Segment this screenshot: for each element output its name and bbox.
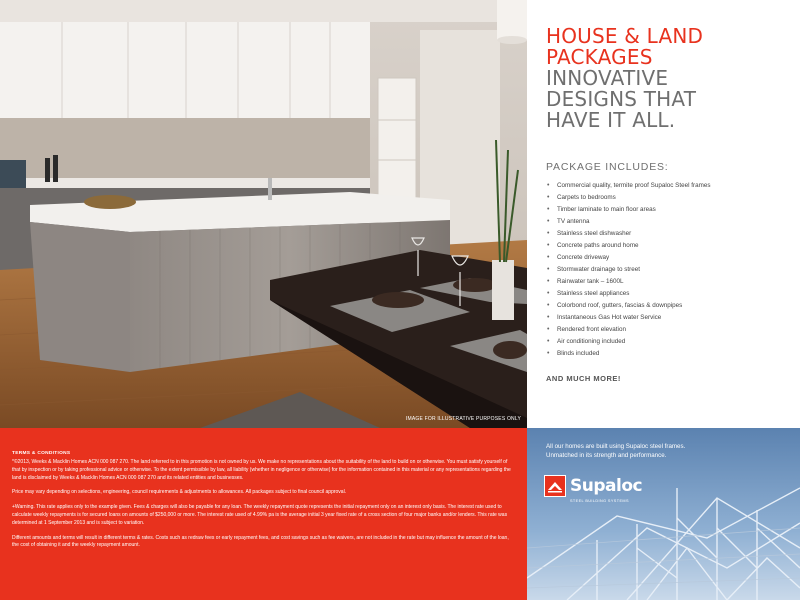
package-info-column [527, 0, 800, 428]
package-includes-list [546, 180, 784, 360]
list-item: • Instantaneous Gas Hot water Service [546, 312, 784, 324]
terms-paragraph-copyright: *©2013, Weeks & Macklin Homes ACN 000 087 270. The land referred to in this promotion is not owned by us. We make no representations about the suitability of the land to build on or otherwise. You must satisfy yourself of that by inspection or by taking professional advice or otherwise. To the extent permissible by law, all liability (whether in negligence or otherwise) for the information contained in this material or any representations regarding the land is disclaimed by Weeks & Macklin Homes ACN 000 087 270 and its related entities and businesses. [12, 459, 511, 481]
supaloc-text-line-2: Unmatched in its strength and performance. [546, 451, 667, 459]
photo-caption: IMAGE FOR ILLUSTRATIVE PURPOSES ONLY [405, 416, 521, 422]
list-item: • Colorbond roof, gutters, fascias & downpipes [546, 300, 784, 312]
list-item: • TV antenna [546, 216, 784, 228]
list-item: • Rendered front elevation [546, 324, 784, 336]
kitchen-photo [0, 0, 527, 428]
list-item: • Rainwater tank – 1600L [546, 276, 784, 288]
list-item: • Concrete driveway [546, 252, 784, 264]
supaloc-logo-name: Supaloc [570, 476, 643, 496]
headline-line-4: DESIGNS THAT [546, 87, 697, 111]
headline-line-3: INNOVATIVE [546, 66, 669, 90]
supaloc-panel [527, 428, 800, 600]
steel-section-icon [547, 479, 563, 493]
terms-title: TERMS & CONDITIONS [12, 451, 71, 456]
and-much-more: AND MUCH MORE! [546, 374, 621, 383]
supaloc-logo-tagline: STEEL BUILDING SYSTEMS [570, 499, 629, 503]
terms-paragraph-price: Price may vary depending on selections, engineering, council requirements & adjustments to allowances. All packages subject to final council approval. [12, 489, 347, 496]
terms-and-conditions-panel [0, 428, 527, 600]
headline-line-2: PACKAGES [546, 45, 653, 69]
terms-paragraph-warning: +Warning. This rate applies only to the example given. Fees & charges will also be payable for any loan. The weekly repayment quote represents the initial repayment only on an interest only basis. The interest rate used to calculate weekly repayments is for secured loans on amounts of $250,000 or more. The interest rate used of 4.99% pa is the average initial 3 year fixed rate of a cross section of four major banks and/or lenders. This rate was determined at 1 September 2013 and is subject to variation. [12, 504, 508, 526]
list-item: • Concrete paths around home [546, 240, 784, 252]
list-item: • Blinds included [546, 348, 784, 360]
list-item: • Stainless steel appliances [546, 288, 784, 300]
supaloc-description [546, 443, 685, 460]
terms-paragraph-costs: Different amounts and terms will result in different terms & rates. Costs such as redraw fees or early repayment fees, and cost savings such as fee waivers, are not included in the rate but may influence the amount of the loan, the cost of obtaining it and the weekly repayment amount. [12, 534, 509, 549]
supaloc-logo [544, 475, 643, 509]
kitchen-illustration [0, 0, 527, 428]
headline-line-5: HAVE IT ALL. [546, 108, 676, 132]
headline-line-1: HOUSE & LAND [546, 24, 704, 48]
list-item: • Timber laminate to main floor areas [546, 204, 784, 216]
list-item: • Stormwater drainage to street [546, 264, 784, 276]
list-item: • Air conditioning included [546, 336, 784, 348]
headline [546, 26, 784, 131]
supaloc-text-line-1: All our homes are built using Supaloc steel frames. [546, 443, 686, 450]
list-item: • Commercial quality, termite proof Supaloc Steel frames [546, 180, 784, 192]
list-item: • Stainless steel dishwasher [546, 228, 784, 240]
package-includes-title: PACKAGE INCLUDES: [546, 161, 669, 173]
list-item: • Carpets to bedrooms [546, 192, 784, 204]
supaloc-logo-icon [544, 475, 566, 497]
